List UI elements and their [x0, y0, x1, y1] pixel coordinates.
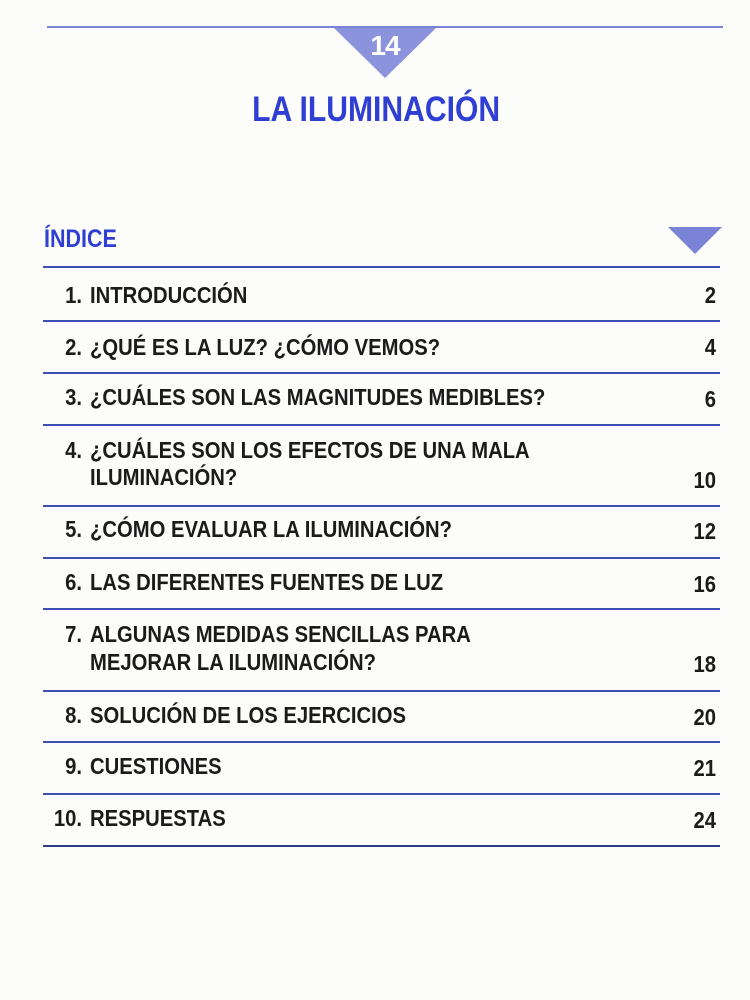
toc-divider: [43, 557, 720, 559]
toc-page-number: 4: [704, 334, 716, 360]
toc-number: 9.: [65, 753, 82, 779]
toc-divider: [43, 372, 720, 374]
toc-title-line-1: ¿CUÁLES SON LOS EFECTOS DE UNA MALA: [90, 437, 530, 463]
toc-number: 4.: [65, 437, 82, 463]
toc-page-number: 12: [693, 518, 716, 544]
toc-title: LAS DIFERENTES FUENTES DE LUZ: [90, 569, 444, 595]
chapter-number: 14: [370, 30, 400, 61]
toc-divider: [43, 320, 720, 322]
toc-divider: [43, 793, 720, 795]
toc-title: RESPUESTAS: [90, 805, 226, 831]
toc-number: 7.: [65, 621, 82, 647]
toc-divider: [43, 741, 720, 743]
triangle-down-icon: [668, 227, 722, 254]
toc-divider: [43, 424, 720, 426]
toc-number: 2.: [65, 334, 82, 360]
toc-divider: [43, 845, 720, 847]
toc-divider: [43, 608, 720, 610]
chapter-badge: [334, 28, 436, 78]
toc-title: ¿CÓMO EVALUAR LA ILUMINACIÓN?: [90, 516, 453, 542]
toc-page-number: 2: [704, 282, 716, 308]
toc-title-line-2: MEJORAR LA ILUMINACIÓN?: [90, 649, 376, 675]
toc-divider: [43, 266, 720, 268]
toc-title: CUESTIONES: [90, 753, 222, 779]
toc-title-line-2: ILUMINACIÓN?: [90, 464, 238, 490]
toc-divider: [43, 690, 720, 692]
toc-title-line-1: ALGUNAS MEDIDAS SENCILLAS PARA: [90, 621, 471, 647]
toc-number: 6.: [65, 569, 82, 595]
page-title: LA ILUMINACIÓN: [252, 90, 501, 129]
toc-number: 3.: [65, 384, 82, 410]
toc-number: 10.: [53, 805, 82, 831]
toc-page-number: 6: [704, 386, 716, 412]
toc-number: 5.: [65, 516, 82, 542]
toc-title: ¿QUÉ ES LA LUZ? ¿CÓMO VEMOS?: [90, 334, 441, 360]
toc-page-number: 10: [693, 467, 716, 493]
toc-title: ¿CUÁLES SON LAS MAGNITUDES MEDIBLES?: [90, 384, 546, 410]
toc-number: 1.: [65, 282, 82, 308]
toc-divider: [43, 505, 720, 507]
toc-title: SOLUCIÓN DE LOS EJERCICIOS: [90, 702, 407, 728]
toc-page-number: 18: [693, 651, 716, 677]
toc-title: INTRODUCCIÓN: [90, 282, 248, 308]
toc-page-number: 24: [693, 807, 716, 833]
toc-page-number: 21: [693, 755, 716, 781]
index-heading: ÍNDICE: [44, 225, 117, 253]
toc-number: 8.: [65, 702, 82, 728]
toc-page-number: 16: [693, 571, 716, 597]
toc-page-number: 20: [693, 704, 716, 730]
